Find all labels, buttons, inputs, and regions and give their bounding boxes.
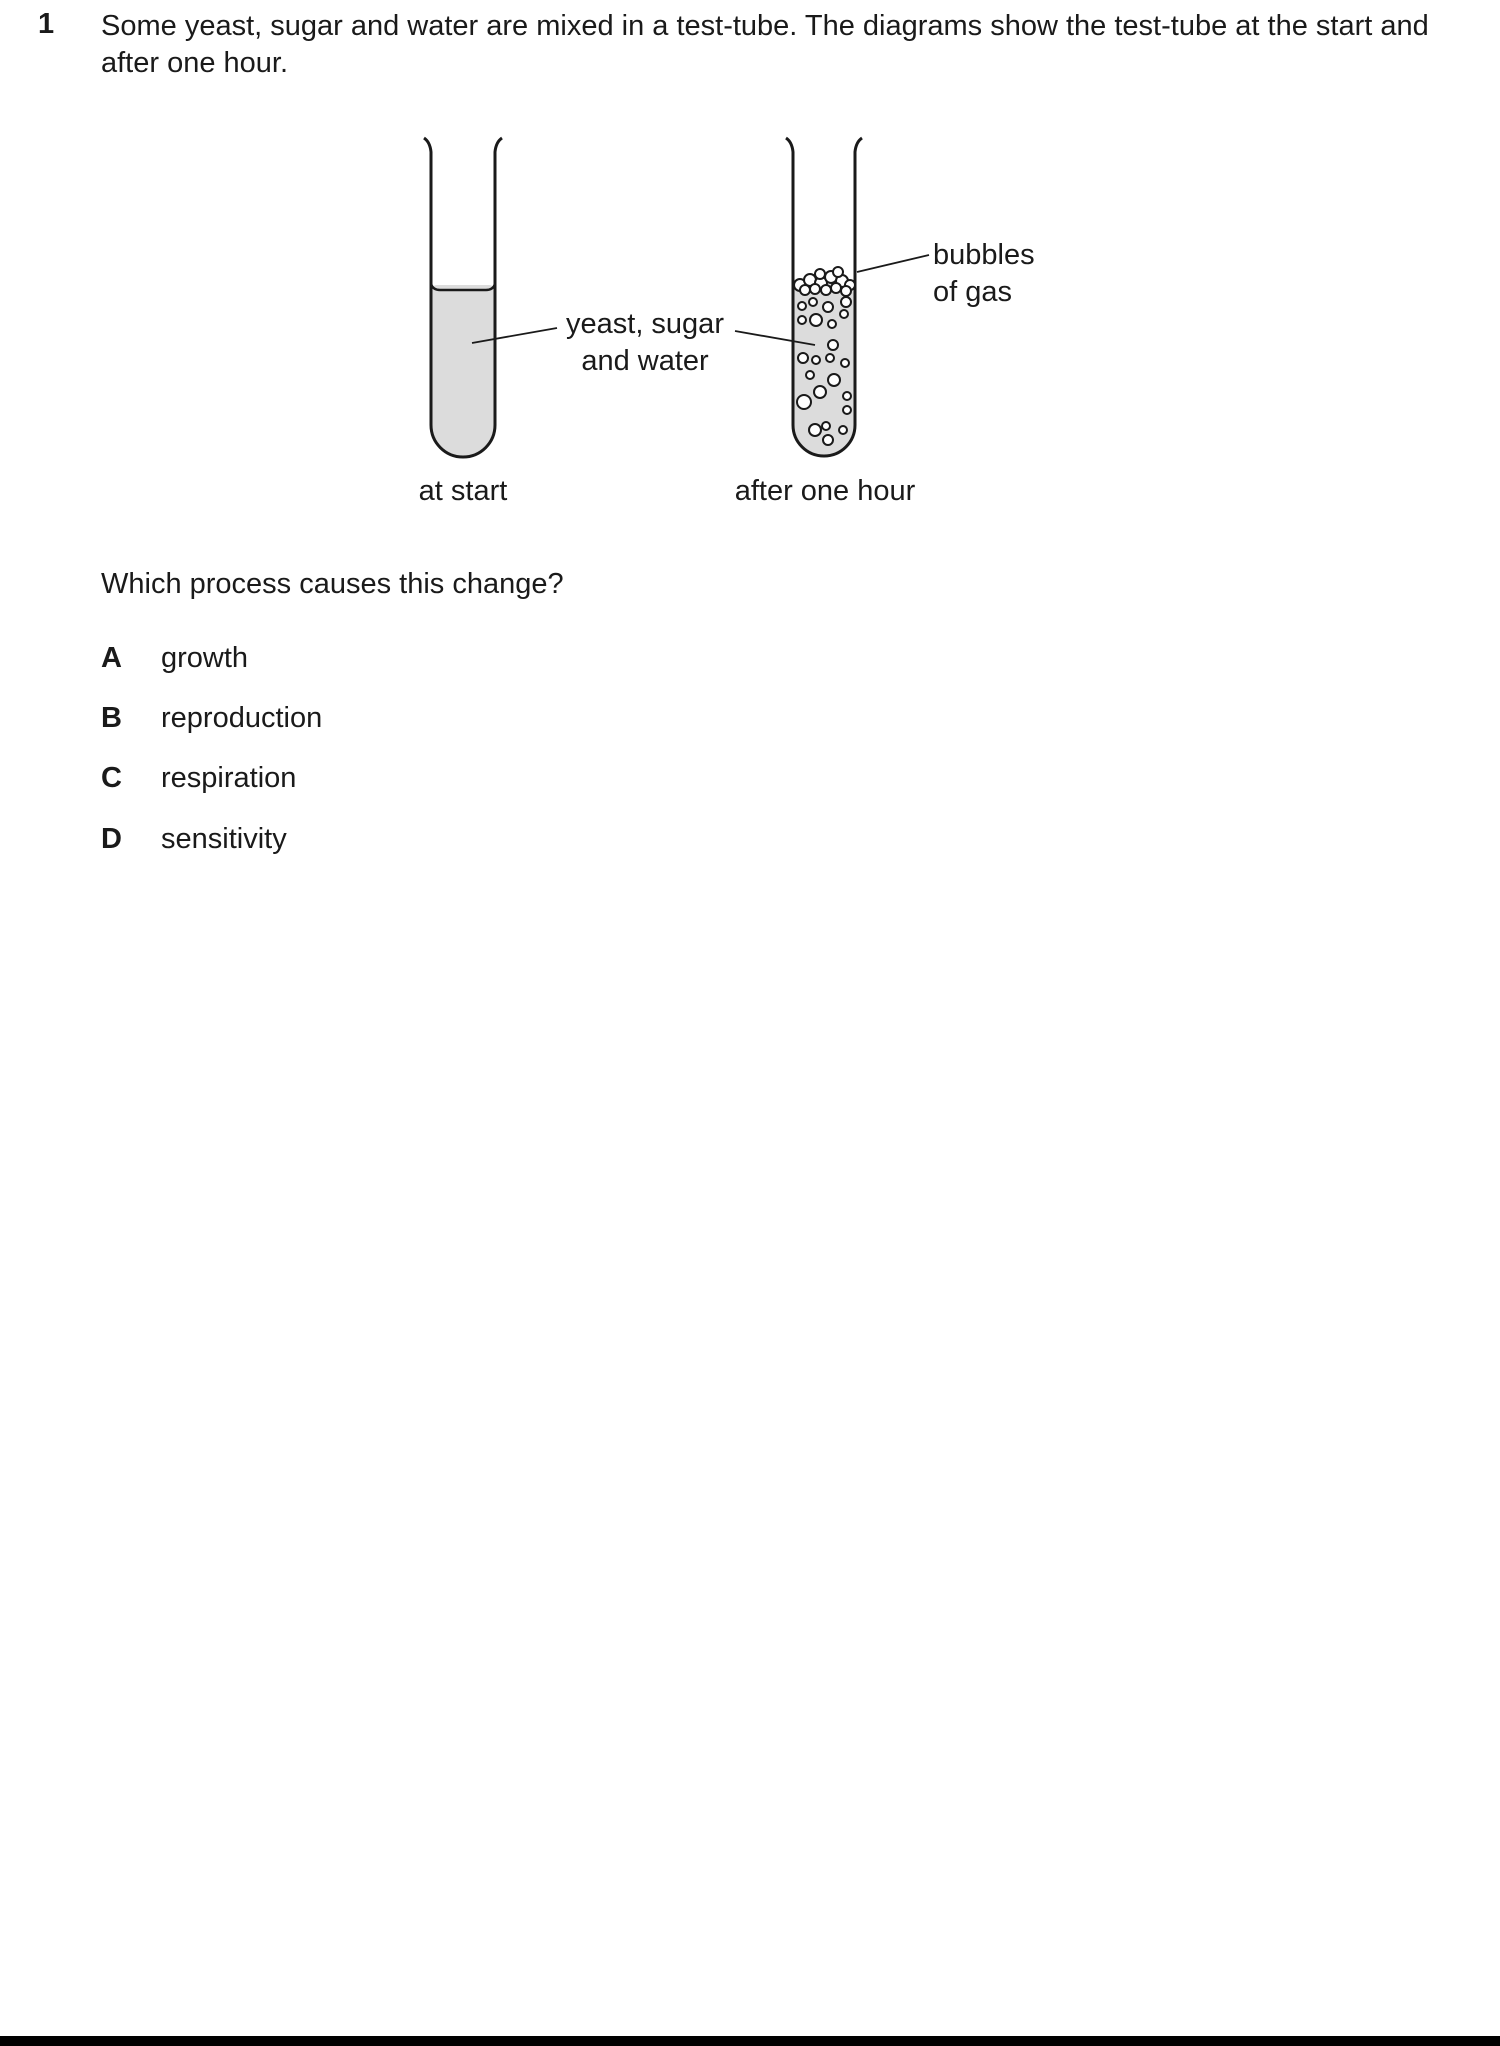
bubbles-label-line2: of gas: [933, 276, 1012, 308]
bubbles-label-line1: bubbles: [933, 239, 1035, 271]
option-letter: D: [101, 823, 122, 855]
test-tube-after-one-hour: [786, 138, 862, 456]
question-stem: Some yeast, sugar and water are mixed in a test-tube. The diagrams show the test-tube at the start and after one hour.: [101, 10, 1429, 79]
question-number: 1: [38, 8, 55, 40]
test-tube-diagram: [0, 0, 1500, 540]
option-letter: A: [101, 642, 122, 674]
caption-at-start: at start: [418, 475, 508, 507]
page-footer-bar: [0, 2036, 1500, 2046]
option-text: reproduction: [161, 702, 323, 734]
option-text: respiration: [161, 762, 297, 794]
option-text: growth: [161, 642, 249, 674]
option-letter: B: [101, 702, 122, 734]
option-text: sensitivity: [161, 823, 287, 855]
option-d[interactable]: [101, 823, 287, 856]
bubbles-pointer: [857, 255, 929, 272]
mixture-label-line2: and water: [581, 345, 709, 377]
tube-liquid-fill: [432, 285, 494, 456]
question-prompt: Which process causes this change?: [101, 568, 564, 600]
caption-after-one-hour: after one hour: [734, 475, 916, 507]
bubble-froth: [794, 267, 855, 296]
test-tube-at-start: [424, 138, 502, 457]
option-c[interactable]: [101, 762, 296, 795]
option-a[interactable]: [101, 642, 248, 675]
mixture-label-line1: yeast, sugar: [566, 308, 724, 340]
option-b[interactable]: [101, 702, 322, 735]
option-letter: C: [101, 762, 122, 794]
